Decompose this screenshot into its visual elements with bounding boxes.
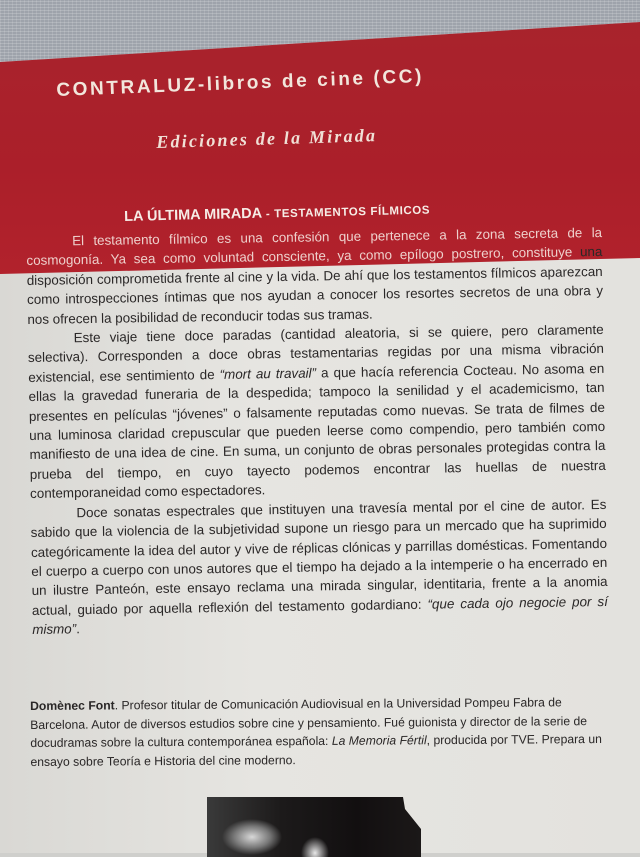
blurb-p1-on-red: El testamento fílmico es una confesión que pertenece a la zona secreta de la cosmogonía. Ya sea como voluntad consciente, ya como epílogo postrero, constituye	[26, 224, 603, 269]
blurb-p3-text: Doce sonatas espectrales que instituyen una travesía mental por el cine de autor. Es sabido que la violencia de la subjetividad supone un riesgo para un mercado que ha suprimido categóricamente la idea del autor y vive de réplicas clónicas y parrillas domésticas. Fomentando el cuerpo a cuerpo con unos autores que el tiempo ha dejado a la intemperie o ha encerrado en un ilustre Panteón, este ensayo reclama una mirada singular, identitaria, frente a la anomia actual, guiado por aquella reflexión del testamento godardiano:	[30, 496, 608, 618]
blurb-p2-quote: “mort au travail”	[219, 365, 317, 382]
author-bio	[30, 693, 609, 771]
book-subtitle: TESTAMENTOS FÍLMICOS	[274, 204, 431, 221]
series-title: CONTRALUZ-libros de cine (CC)	[56, 65, 425, 101]
blurb-p2-text: Este viaje tiene doce paradas (cantidad aleatoria, si se quiere, pero claramente selectiva). Corresponden a doce obras testamentarias regidas por una misma vibración existencial, ese sentimiento de	[27, 321, 605, 385]
book-title-main: LA ÚLTIMA MIRADA	[124, 205, 263, 225]
blurb-p3-quote: “que cada ojo negocie por sí mismo”	[32, 593, 608, 638]
blurb-p3-end: .	[76, 621, 80, 637]
blurb-p2-text-cont: a que hacía referencia Cocteau. No asoma en ellas la gravedad funeraria de la despedida; tampoco la senilidad y el academicismo, tan presentes en películas “jóvenes” o falsamente reputadas como nuevas. Se trata de filmes de una luminosa claridad crepuscular que pueden leerse como compendio, pero también como manifiesto de una idea de cine. En suma, un conjunto de obras personales protegidas contra la prueba del tiempo, en cuyo tayecto podemos encontrar las huellas de nuestra contemporaneidad como espectadores.	[28, 360, 606, 502]
blurb-paragraph-3	[30, 495, 608, 640]
author-work-title: La Memoria Fértil	[331, 733, 427, 749]
author-name: Domènec Font	[30, 698, 115, 713]
blurb-text	[26, 223, 608, 640]
book-title-separator: -	[262, 208, 275, 221]
blurb-paragraph-1	[26, 223, 603, 329]
imprint-name: Ediciones de la Mirada	[156, 125, 378, 152]
author-bio-text: . Profesor titular de Comunicación Audiovisual en la Universidad Pompeu Fabra de Barcelona. Autor de diversos estudios sobre cine y pensamiento. Fué guionista y director de la serie de docudramas sobre la cultura contemporánea española:	[30, 695, 588, 751]
author-bio-text-cont: , producida por TVE. Prepara un ensayo sobre Teoría e Historia del cine moderno.	[30, 732, 602, 769]
blurb-paragraph-2	[28, 320, 607, 504]
author-photo	[207, 797, 421, 857]
blurb-p1-on-paper: una disposición comprometida frente al cine y la vida. De ahí que los testamentos fílmicos aparezcan como introspecciones íntimas que nos ayudan a conocer los resortes secretos de una obra y nos ofrecen la posibilidad de reconducir todas sus tramas.	[26, 244, 604, 327]
